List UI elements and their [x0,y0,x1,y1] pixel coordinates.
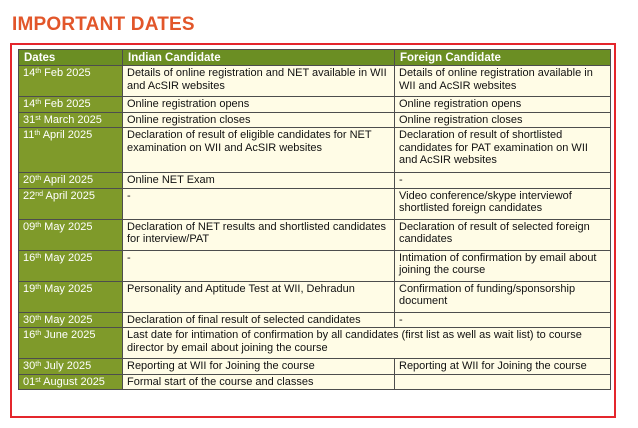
indian-cell: Online registration opens [123,97,395,113]
date-cell: 14th Feb 2025 [19,97,123,113]
table-row [19,219,611,250]
foreign-cell: Video conference/skype interviewof shortlisted foreign candidates [395,188,611,219]
foreign-cell: Intimation of confirmation by email about joining the course [395,250,611,281]
date-cell: 31st March 2025 [19,112,123,128]
table-row [19,112,611,128]
table-row [19,173,611,189]
indian-cell: Online registration closes [123,112,395,128]
date-cell: 30th May 2025 [19,312,123,328]
foreign-cell: - [395,312,611,328]
table-header-row [19,50,611,66]
indian-cell: - [123,188,395,219]
indian-cell: Formal start of the course and classes [123,374,395,390]
date-cell: 30th July 2025 [19,359,123,375]
table-row [19,281,611,312]
foreign-cell: Confirmation of funding/sponsorship document [395,281,611,312]
indian-cell: - [123,250,395,281]
merged-cell: Last date for intimation of confirmation by all candidates (first list as well as wait list) to course director by email about joining the course [123,328,611,359]
header-dates: Dates [19,50,123,66]
foreign-cell: Online registration opens [395,97,611,113]
table-row [19,312,611,328]
date-cell: 09th May 2025 [19,219,123,250]
table-row [19,250,611,281]
indian-cell: Reporting at WII for Joining the course [123,359,395,375]
header-foreign-candidate: Foreign Candidate [395,50,611,66]
indian-cell: Declaration of final result of selected candidates [123,312,395,328]
foreign-cell: - [395,173,611,189]
indian-cell: Online NET Exam [123,173,395,189]
indian-cell: Declaration of result of eligible candidates for NET examination on WII and AcSIR websites [123,128,395,173]
date-cell: 16th May 2025 [19,250,123,281]
header-indian-candidate: Indian Candidate [123,50,395,66]
date-cell: 20th April 2025 [19,173,123,189]
page-title: IMPORTANT DATES [12,14,195,35]
date-cell: 01st August 2025 [19,374,123,390]
foreign-cell: Declaration of result of shortlisted candidates for PAT examination on WII and AcSIR websites [395,128,611,173]
indian-cell: Personality and Aptitude Test at WII, Dehradun [123,281,395,312]
table-row [19,128,611,173]
foreign-cell: Reporting at WII for Joining the course [395,359,611,375]
date-cell: 19th May 2025 [19,281,123,312]
table-row [19,374,611,390]
table-row [19,359,611,375]
foreign-cell: Details of online registration available in WII and AcSIR websites [395,66,611,97]
date-cell: 11th April 2025 [19,128,123,173]
date-cell: 16th June 2025 [19,328,123,359]
table-row [19,188,611,219]
table-row [19,66,611,97]
foreign-cell: Declaration of result of selected foreign candidates [395,219,611,250]
date-cell: 22nd April 2025 [19,188,123,219]
indian-cell: Details of online registration and NET available in WII and AcSIR websites [123,66,395,97]
foreign-cell [395,374,611,390]
foreign-cell: Online registration closes [395,112,611,128]
important-dates-table [18,49,611,390]
table-row [19,97,611,113]
table-row [19,328,611,359]
date-cell: 14th Feb 2025 [19,66,123,97]
indian-cell: Declaration of NET results and shortlisted candidates for interview/PAT [123,219,395,250]
